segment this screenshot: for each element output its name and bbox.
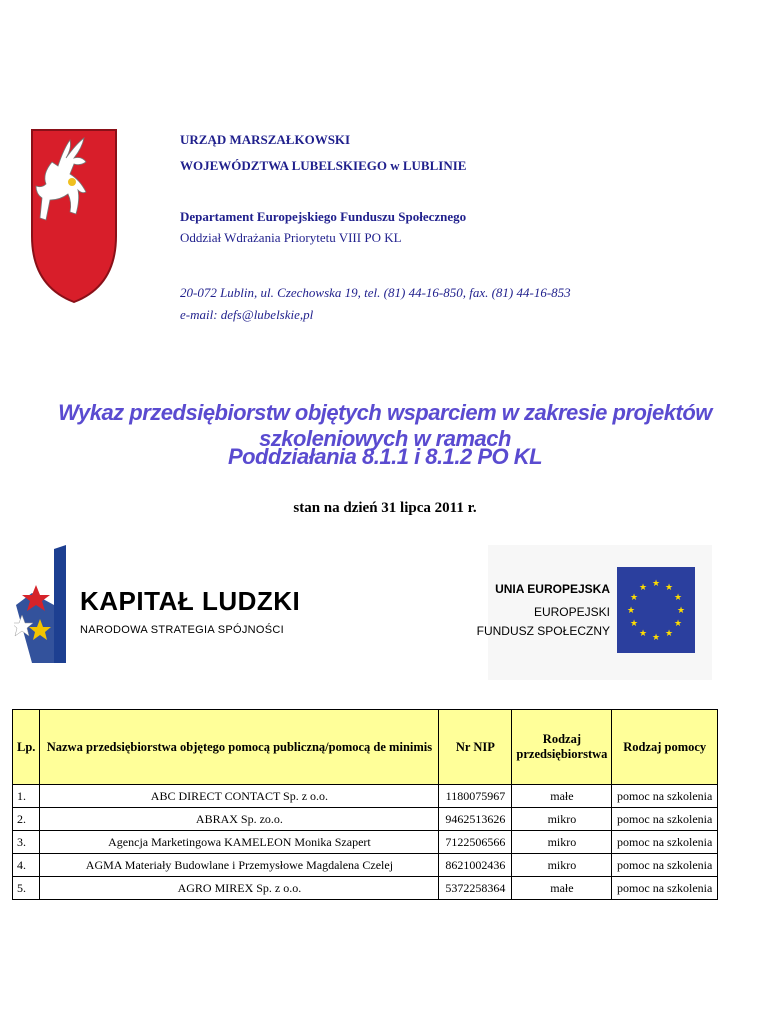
cell-aid: pomoc na szkolenia xyxy=(612,831,718,854)
cell-lp: 5. xyxy=(13,877,40,900)
svg-text:★: ★ xyxy=(651,579,661,589)
svg-text:★: ★ xyxy=(651,633,661,643)
col-header-nip: Nr NIP xyxy=(439,710,512,785)
cell-lp: 4. xyxy=(13,854,40,877)
division-name: Oddział Wdrażania Priorytetu VIII PO KL xyxy=(180,230,402,245)
cell-aid: pomoc na szkolenia xyxy=(612,854,718,877)
kl-title: KAPITAŁ LUDZKI xyxy=(80,586,301,616)
cell-nip: 1180075967 xyxy=(439,785,512,808)
col-header-lp: Lp. xyxy=(13,710,40,785)
org-name-line1: URZĄD MARSZAŁKOWSKI xyxy=(180,132,351,147)
cell-lp: 2. xyxy=(13,808,40,831)
cell-type: małe xyxy=(512,785,612,808)
svg-text:★: ★ xyxy=(676,606,686,616)
department-name: Departament Europejskiego Funduszu Społecznego xyxy=(180,209,467,224)
col-header-type-l1: Rodzaj xyxy=(542,732,581,746)
svg-text:★: ★ xyxy=(629,593,639,603)
table-row xyxy=(13,831,718,854)
svg-text:★: ★ xyxy=(664,629,674,639)
doc-date: stan na dzień 31 lipca 2011 r. xyxy=(293,500,477,516)
cell-type: mikro xyxy=(512,831,612,854)
eu-line3: FUNDUSZ SPOŁECZNY xyxy=(476,624,610,638)
svg-text:★: ★ xyxy=(638,583,648,593)
doc-title-line2: Poddziałania 8.1.1 i 8.1.2 PO KL xyxy=(227,444,543,469)
cell-aid: pomoc na szkolenia xyxy=(612,785,718,808)
col-header-name: Nazwa przedsiębiorstwa objętego pomocą publiczną/pomocą de minimis xyxy=(40,710,439,785)
col-header-type xyxy=(512,710,612,785)
cell-name: AGMA Materiały Budowlane i Przemysłowe Magdalena Czelej xyxy=(40,854,439,877)
cell-name: ABC DIRECT CONTACT Sp. z o.o. xyxy=(40,785,439,808)
cell-name: ABRAX Sp. zo.o. xyxy=(40,808,439,831)
table-row xyxy=(13,808,718,831)
cell-name: Agencja Marketingowa KAMELEON Monika Szapert xyxy=(40,831,439,854)
cell-lp: 1. xyxy=(13,785,40,808)
org-name-line2: WOJEWÓDZTWA LUBELSKIEGO w LUBLINIE xyxy=(180,158,467,173)
svg-text:★: ★ xyxy=(638,629,648,639)
cell-nip: 5372258364 xyxy=(439,877,512,900)
address-line: 20-072 Lublin, ul. Czechowska 19, tel. (81) 44-16-850, fax. (81) 44-16-853 xyxy=(180,285,571,300)
table-row xyxy=(13,877,718,900)
col-header-type-l2: przedsiębiorstwa xyxy=(516,747,608,761)
svg-text:★: ★ xyxy=(629,619,639,629)
cell-name: AGRO MIREX Sp. z o.o. xyxy=(40,877,439,900)
eu-flag-icon xyxy=(617,567,695,653)
svg-text:★: ★ xyxy=(626,606,636,616)
email-line: e-mail: defs@lubelskie,pl xyxy=(180,307,314,322)
cell-aid: pomoc na szkolenia xyxy=(612,808,718,831)
cell-nip: 8621002436 xyxy=(439,854,512,877)
lubelskie-crest-icon xyxy=(28,126,120,306)
svg-text:★: ★ xyxy=(673,619,683,629)
cell-aid: pomoc na szkolenia xyxy=(612,877,718,900)
cell-nip: 9462513626 xyxy=(439,808,512,831)
table-header-row xyxy=(13,710,718,785)
cell-lp: 3. xyxy=(13,831,40,854)
eu-line1: UNIA EUROPEJSKA xyxy=(495,582,610,596)
table-row xyxy=(13,854,718,877)
cell-nip: 7122506566 xyxy=(439,831,512,854)
companies-table xyxy=(12,709,718,900)
col-header-aid: Rodzaj pomocy xyxy=(612,710,718,785)
cell-type: mikro xyxy=(512,854,612,877)
eu-line2: EUROPEJSKI xyxy=(533,605,610,619)
cell-type: mikro xyxy=(512,808,612,831)
cell-type: małe xyxy=(512,877,612,900)
doc-title-line1: Wykaz przedsiębiorstw objętych wsparciem w zakresie projektów szkoleniowych w ramach xyxy=(58,400,712,451)
kl-subtitle: NARODOWA STRATEGIA SPÓJNOŚCI xyxy=(80,624,284,636)
table-row xyxy=(13,785,718,808)
svg-text:★: ★ xyxy=(664,583,674,593)
svg-text:★: ★ xyxy=(673,593,683,603)
